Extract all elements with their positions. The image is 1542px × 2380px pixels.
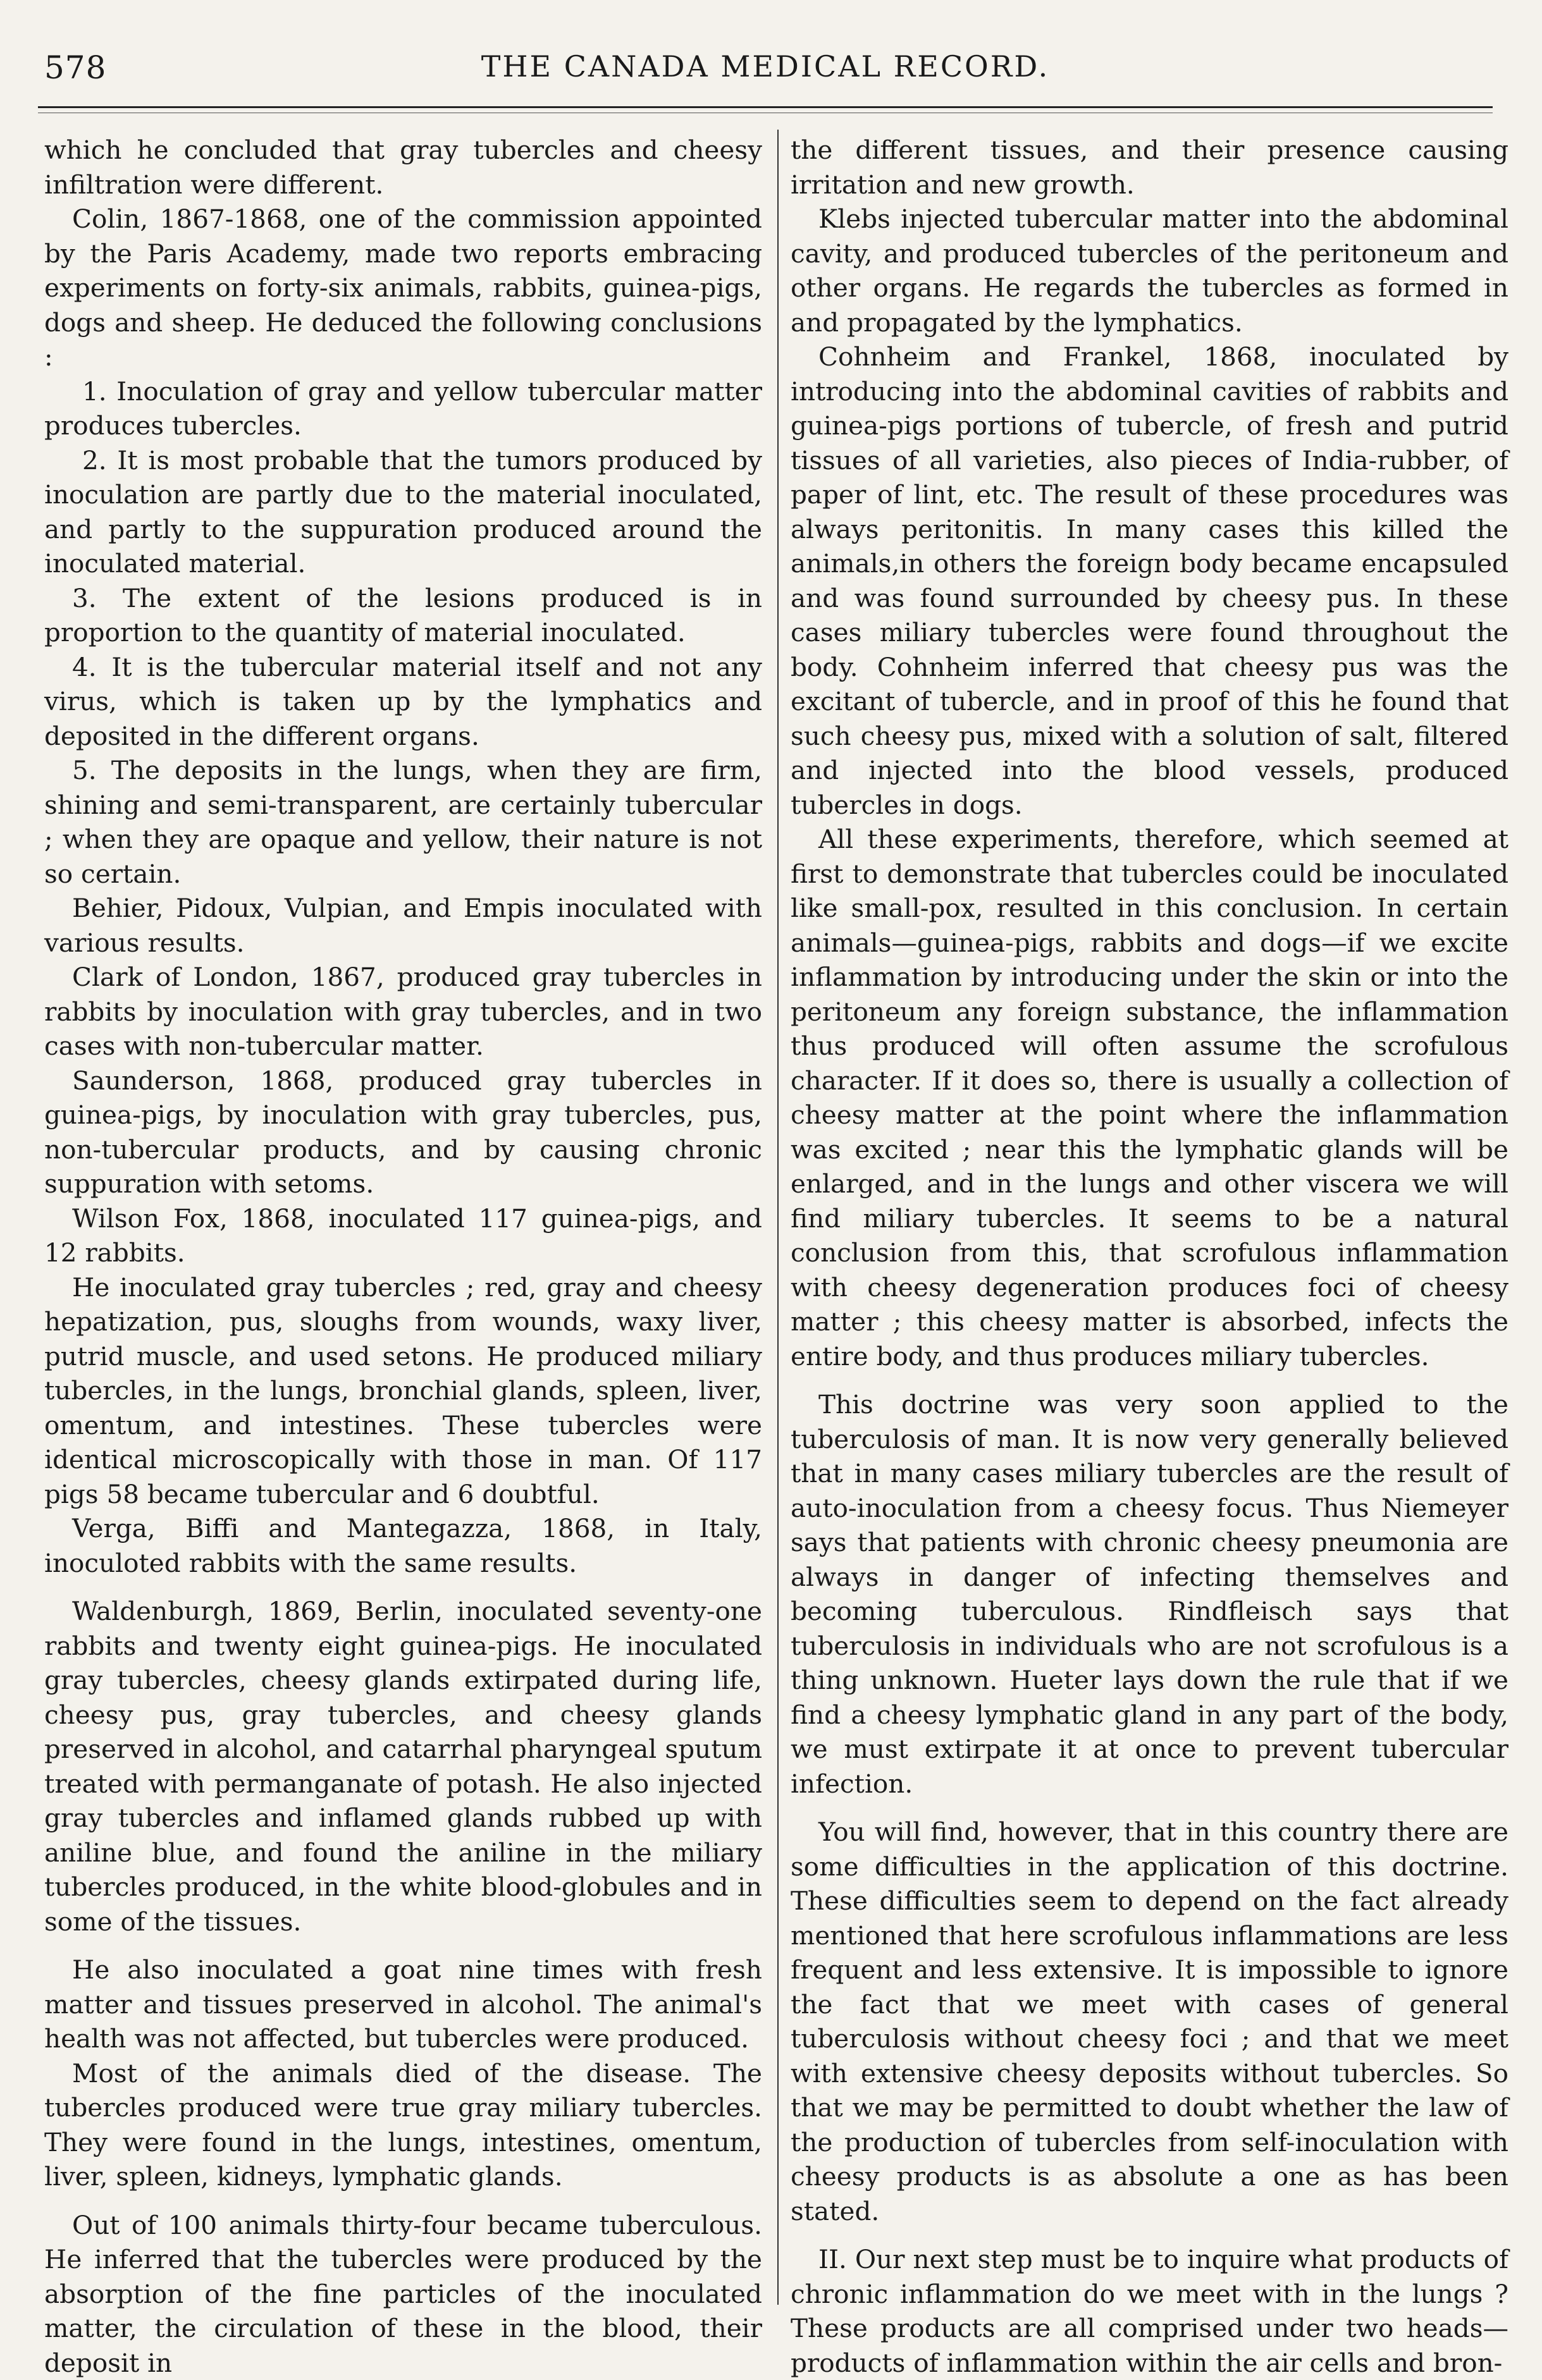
header-rule: [38, 106, 1493, 108]
left-column: [44, 133, 762, 2380]
paragraph: Behier, Pidoux, Vulpian, and Empis inoculated with various results.: [44, 891, 762, 960]
paragraph: He inoculated gray tubercles ; red, gray and cheesy hepatization, pus, sloughs from wounds, waxy liver, putrid muscle, and used setons. He produced miliary tubercles, in the lungs, bronchial glands, spleen, liver, omentum, and intestines. These tubercles were identical microscopically with those in man. Of 117 pigs 58 became tubercular and 6 doubtful.: [44, 1270, 762, 1512]
paragraph: Cohnheim and Frankel, 1868, inoculated by introducing into the abdominal cavities of rabbits and guinea-pigs portions of tubercle, of fresh and putrid tissues of all varieties, also pieces of India-rubber, of paper of lint, etc. The result of these procedures was always peritonitis. In many cases this killed the animals,in others the foreign body became encapsuled and was found surrounded by cheesy pus. In these cases miliary tubercles were found throughout the body. Cohnheim inferred that cheesy pus was the excitant of tubercle, and in proof of this he found that such cheesy pus, mixed with a solution of salt, filtered and injected into the blood vessels, produced tubercles in dogs.: [791, 340, 1508, 822]
column-divider: [777, 130, 779, 2305]
page-number: 578: [44, 49, 106, 86]
paragraph: This doctrine was very soon applied to the tuberculosis of man. It is now very generally believed that in many cases miliary tubercles are the result of auto-inoculation from a cheesy focus. Thus Niemeyer says that patients with chronic cheesy pneumonia are always in danger of infecting themselves and becoming tuberculous. Rindfleisch says that tuberculosis in individuals who are not scrofulous is a thing unknown. Hueter lays down the rule that if we find a cheesy lymphatic gland in any part of the body, we must extirpate it at once to prevent tubercular infection.: [791, 1387, 1508, 1801]
paragraph: Klebs injected tubercular matter into the abdominal cavity, and produced tubercles of the peritoneum and other organs. He regards the tubercles as formed in and propagated by the lymphatics.: [791, 202, 1508, 340]
list-item: 4. It is the tubercular material itself and not any virus, which is taken up by the lymphatics and deposited in the different organs.: [44, 650, 762, 754]
paragraph: All these experiments, therefore, which seemed at first to demonstrate that tubercles could be inoculated like small-pox, resulted in this conclusion. In certain animals—guinea-pigs, rabbits and dogs—if we excite inflammation by introducing under the skin or into the peritoneum any foreign substance, the inflammation thus produced will often assume the scrofulous character. If it does so, there is usually a collection of cheesy matter at the point where the inflammation was excited ; near this the lymphatic glands will be enlarged, and in the lungs and other viscera we will find miliary tubercles. It seems to be a natural conclusion from this, that scrofulous inflammation with cheesy degeneration produces foci of cheesy matter ; this cheesy matter is absorbed, infects the entire body, and thus produces miliary tubercles.: [791, 822, 1508, 1373]
paragraph: Clark of London, 1867, produced gray tubercles in rabbits by inoculation with gray tubercles, and in two cases with non-tubercular matter.: [44, 960, 762, 1064]
paragraph: which he concluded that gray tubercles and cheesy infiltration were different.: [44, 133, 762, 202]
journal-title: THE CANADA MEDICAL RECORD.: [38, 49, 1493, 83]
paragraph: the different tissues, and their presence causing irritation and new growth.: [791, 133, 1508, 202]
paragraph: Most of the animals died of the disease. The tubercles produced were true gray miliary tubercles. They were found in the lungs, intestines, omentum, liver, spleen, kidneys, lymphatic glands.: [44, 2056, 762, 2194]
list-item: 1. Inoculation of gray and yellow tubercular matter produces tubercles.: [44, 374, 762, 443]
right-column: [791, 133, 1508, 2380]
paragraph: Colin, 1867-1868, one of the commission appointed by the Paris Academy, made two reports embracing experiments on forty-six animals, rabbits, guinea-pigs, dogs and sheep. He deduced the following conclusions :: [44, 202, 762, 374]
paragraph: You will find, however, that in this country there are some difficulties in the application of this doctrine. These difficulties seem to depend on the fact already mentioned that here scrofulous inflammations are less frequent and less extensive. It is impossible to ignore the fact that we meet with cases of general tuberculosis without cheesy foci ; and that we meet with extensive cheesy deposits without tubercles. So that we may be permitted to doubt whether the law of the production of tubercles from self-inoculation with cheesy products is as absolute a one as has been stated.: [791, 1815, 1508, 2228]
list-item: 3. The extent of the lesions produced is in proportion to the quantity of material inoculated.: [44, 581, 762, 650]
paragraph: Waldenburgh, 1869, Berlin, inoculated seventy-one rabbits and twenty eight guinea-pigs. He inoculated gray tubercles, cheesy glands extirpated during life, cheesy pus, gray tubercles, and cheesy glands preserved in alcohol, and catarrhal pharyngeal sputum treated with permanganate of potash. He also injected gray tubercles and inflamed glands rubbed up with aniline blue, and found the aniline in the miliary tubercles produced, in the white blood-globules and in some of the tissues.: [44, 1594, 762, 1939]
list-item: 2. It is most probable that the tumors produced by inoculation are partly due to the material inoculated, and partly to the suppuration produced around the inoculated material.: [44, 443, 762, 581]
paragraph: Out of 100 animals thirty-four became tuberculous. He inferred that the tubercles were produced by the absorption of the fine particles of the inoculated matter, the circulation of these in the blood, their deposit in: [44, 2208, 762, 2380]
paragraph: He also inoculated a goat nine times with fresh matter and tissues preserved in alcohol. The animal's health was not affected, but tubercles were produced.: [44, 1953, 762, 2056]
paragraph: Wilson Fox, 1868, inoculated 117 guinea-pigs, and 12 rabbits.: [44, 1201, 762, 1270]
paragraph: Saunderson, 1868, produced gray tubercles in guinea-pigs, by inoculation with gray tubercles, pus, non-tubercular products, and by causing chronic suppuration with setoms.: [44, 1064, 762, 1201]
list-item: 5. The deposits in the lungs, when they are firm, shining and semi-transparent, are certainly tubercular ; when they are opaque and yellow, their nature is not so certain.: [44, 753, 762, 891]
paragraph: II. Our next step must be to inquire what products of chronic inflammation do we meet with in the lungs ? These products are all comprised under two heads—products of inflammation within the air cells and bron-: [791, 2242, 1508, 2380]
page-header: [38, 38, 1493, 95]
paragraph: Verga, Biffi and Mantegazza, 1868, in Italy, inoculoted rabbits with the same results.: [44, 1511, 762, 1580]
